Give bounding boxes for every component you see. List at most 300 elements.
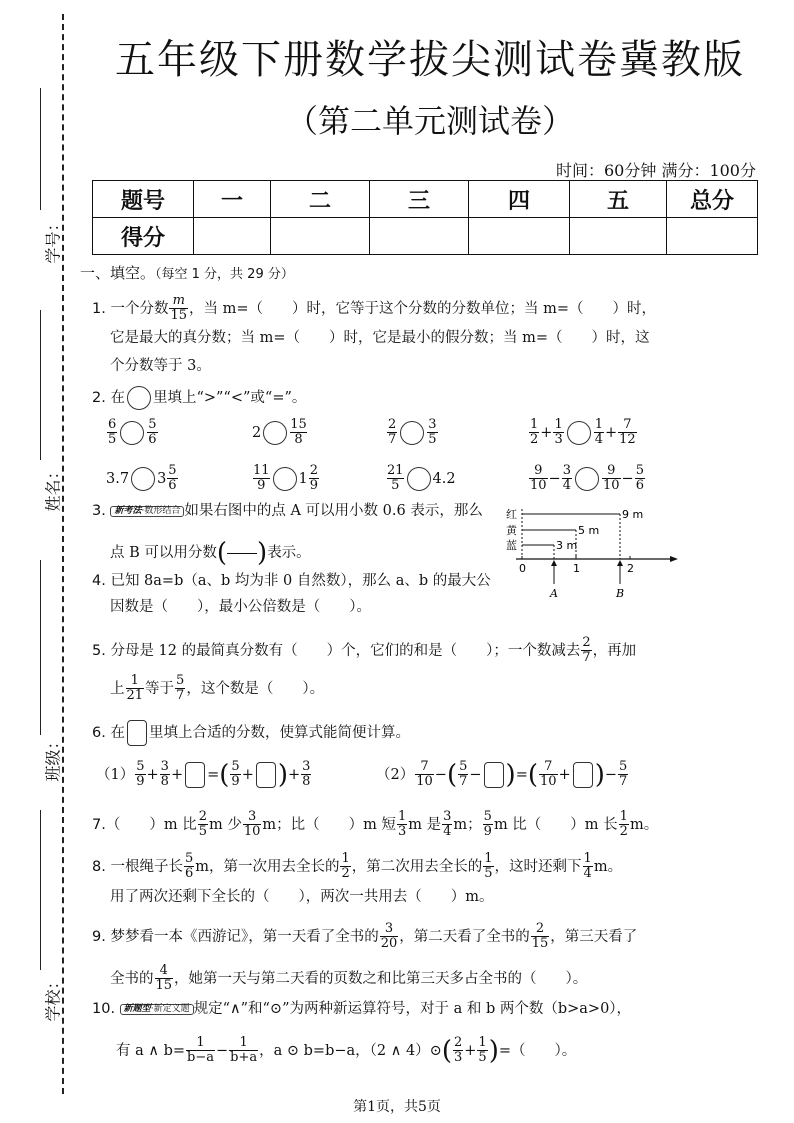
fraction [380, 922, 399, 952]
paren-close: ) [488, 1035, 499, 1066]
fraction [309, 464, 319, 494]
question-text: 等于 [145, 680, 175, 697]
question-5-line-2 [110, 674, 324, 704]
question-text: 有 a ∧ b= [116, 1042, 186, 1059]
question-number: 6. [92, 725, 106, 741]
numerator: 5 [619, 759, 628, 774]
fraction [458, 760, 468, 790]
question-text: 一个分数 [110, 300, 169, 317]
question-text: m 少 [208, 816, 242, 833]
paren-open: ( [219, 759, 230, 790]
question-number: 3. [92, 503, 106, 519]
denominator: 7 [619, 774, 628, 790]
fraction [175, 674, 185, 704]
question-text: 分母是 12 的最简真分数有（ ）个，它们的和是（ ）；一个数减去 [110, 642, 581, 659]
denominator: 6 [168, 478, 177, 494]
compare-item [386, 464, 456, 494]
fraction [198, 810, 208, 840]
fraction [619, 810, 629, 840]
numerator: 5 [459, 759, 468, 774]
denominator: 4 [594, 432, 603, 448]
school-line [40, 810, 41, 970]
denominator: 4 [583, 866, 592, 882]
fraction [397, 810, 407, 840]
question-text: 点 B 可以用分数 [110, 545, 217, 561]
fraction [442, 810, 452, 840]
numerator: 1 [530, 417, 539, 432]
numerator: 2 [582, 635, 591, 650]
fraction [340, 852, 350, 882]
numerator: 11 [253, 463, 270, 478]
denominator: 10 [530, 478, 547, 494]
compare-circle[interactable] [131, 467, 155, 491]
score-cell[interactable] [469, 218, 570, 255]
time-info: 时间：60分钟 满分：100分 [556, 161, 756, 180]
cut-line [62, 14, 64, 1094]
question-number: 4. [92, 573, 106, 589]
fraction [594, 418, 604, 448]
denominator: 8 [160, 774, 169, 790]
arrow-a-head [551, 560, 557, 566]
compare-circle[interactable] [400, 421, 424, 445]
compare-circle[interactable] [127, 386, 151, 410]
denominator: 3 [554, 432, 563, 448]
decimal-number: 3.7 [106, 470, 130, 487]
question-10-line-2 [116, 1036, 576, 1066]
numerator: 9 [607, 463, 616, 478]
score-header-cell: 二 [271, 181, 370, 218]
answer-paren-close: ) [257, 538, 268, 568]
compare-circle[interactable] [575, 467, 599, 491]
class-label: 班级： [43, 733, 63, 782]
question-7 [92, 810, 658, 840]
numerator: 1 [554, 417, 563, 432]
fraction [529, 464, 548, 494]
fraction [107, 418, 117, 448]
question-text: 全书的 [110, 970, 154, 987]
question-5-line-1 [92, 636, 636, 666]
question-number: 1. [92, 300, 106, 317]
question-8-line-2: 用了两次还剩下全长的（ ），两次一共用去（ ）m。 [110, 889, 494, 905]
numerator: 5 [184, 851, 194, 866]
question-number: 9. [92, 928, 106, 945]
numerator: 5 [148, 417, 157, 432]
denominator: 2 [341, 866, 350, 882]
fraction [583, 852, 593, 882]
denominator: 5 [108, 432, 117, 448]
numerator: 3 [443, 809, 452, 824]
answer-paren-open: ( [216, 538, 228, 568]
score-header-cell: 题号 [93, 181, 194, 218]
fraction [553, 418, 563, 448]
fraction [387, 464, 404, 494]
denominator: 5 [484, 866, 493, 882]
question-text: （ ）m 比 [105, 816, 197, 833]
score-header-cell: 一 [194, 181, 271, 218]
denominator: b+a [230, 1050, 258, 1066]
numerator: 1 [196, 1035, 205, 1050]
numerator: 1 [341, 851, 350, 866]
question-number: 10. [92, 1001, 116, 1017]
answer-box[interactable] [256, 762, 276, 788]
compare-item [106, 418, 159, 448]
question-text: m；比（ ）m 短 [262, 816, 396, 833]
question-3-line-2 [110, 540, 311, 566]
fraction [562, 464, 572, 494]
question-text: 规定“∧”和“⊙”为两种新运算符号，对于 a 和 b 两个数（b>a>0）， [193, 1001, 632, 1017]
denominator: 10 [243, 824, 261, 840]
numerator: 5 [168, 463, 177, 478]
question-text: ，当 m=（ ）时，它等于这个分数的分数单位；当 m=（ ）时， [189, 300, 657, 317]
fraction [155, 964, 174, 994]
fraction [147, 418, 157, 448]
student-id-label: 学号： [43, 215, 63, 264]
numerator: 1 [398, 809, 407, 824]
tag-main: 新考法 [114, 505, 142, 516]
score-header-cell: 四 [469, 181, 570, 218]
question-4-line-2: 因数是（ ），最小公倍数是（ ）。 [110, 599, 371, 615]
fraction [186, 1036, 215, 1066]
numerator: 7 [623, 417, 632, 432]
school-label: 学校： [43, 973, 63, 1022]
denominator: 20 [380, 936, 398, 952]
compare-item [386, 418, 439, 448]
question-text: m； [453, 816, 482, 833]
fraction [483, 852, 493, 882]
fraction [581, 636, 591, 666]
question-9-line-2 [110, 964, 587, 994]
operator: + [464, 1042, 477, 1059]
score-row-label: 得分 [93, 218, 194, 255]
fraction [253, 464, 270, 494]
denominator: 3 [453, 1050, 463, 1066]
paren-close: ) [505, 759, 516, 790]
fraction [427, 418, 437, 448]
question-8-line-1 [92, 852, 622, 882]
section-heading [80, 262, 294, 283]
question-text: 在 [110, 725, 125, 741]
compare-item: $\frac{9}{10}$ − $\frac{3}{4}$ $\frac{9}{10}$ − $\frac{5}{6}$ [530, 463, 644, 494]
answer-box[interactable] [484, 762, 504, 788]
answer-box[interactable] [127, 720, 147, 746]
fraction [531, 922, 550, 952]
fraction [243, 810, 262, 840]
question-6-part-2: （2） $\frac{7}{10}$ −( $\frac{5}{7}$ − )=( $\frac{7}{10}$ + )− $\frac{5}{7}$ [376, 759, 628, 790]
whole-number: 1 [298, 470, 308, 487]
score-table-score-row [93, 218, 758, 255]
question-text: 里填上“>”“<”或“=”。 [152, 390, 307, 406]
fraction [387, 418, 397, 448]
score-cell[interactable] [271, 218, 370, 255]
numerator: 3 [562, 463, 571, 478]
denominator: 6 [635, 478, 644, 494]
tick-label-1: 1 [573, 562, 580, 575]
tag-main: 新题型 [123, 1003, 151, 1014]
question-text: 如果右图中的点 A 可以用小数 0.6 表示，那么 [184, 503, 483, 519]
denominator: 21 [126, 688, 144, 704]
fraction [167, 464, 177, 494]
score-header-cell: 五 [570, 181, 667, 218]
denominator: 5 [478, 1050, 487, 1066]
fraction-blank[interactable] [227, 553, 257, 554]
question-6-part-1: （1） $\frac{5}{9}$ + $\frac{3}{8}$ + =( $\frac{5}{9}$ + )+ $\frac{3}{8}$ [96, 759, 311, 790]
question-text: =（ ）。 [498, 1042, 577, 1059]
denominator: 15 [531, 936, 549, 952]
paren-open: ( [527, 759, 538, 790]
question-3-line-1 [92, 504, 483, 519]
denominator: 5 [198, 824, 207, 840]
numerator: 1 [594, 417, 603, 432]
denominator: 6 [148, 432, 157, 448]
denominator: 5 [428, 432, 437, 448]
score-cell[interactable] [667, 218, 758, 255]
fraction [169, 294, 188, 324]
numerator: 3 [302, 759, 311, 774]
numerator: 7 [544, 759, 553, 774]
fraction [477, 1036, 487, 1066]
numerator: 6 [108, 417, 117, 432]
compare-item [106, 464, 179, 494]
axis-arrow [670, 556, 678, 562]
denominator: 9 [309, 478, 319, 494]
numerator: 2 [535, 921, 545, 936]
numerator: 7 [420, 759, 429, 774]
question-6-prompt [92, 720, 410, 746]
question-1-line-1 [92, 294, 656, 324]
tick-label-2: 2 [627, 562, 634, 575]
denominator: 7 [582, 650, 591, 666]
numerator: 15 [290, 417, 307, 432]
answer-box[interactable] [185, 762, 205, 788]
question-10-line-1 [92, 1002, 631, 1017]
exam-title: 五年级下册数学拔尖测试卷冀教版 [115, 37, 745, 83]
question-1-line-2: 它是最大的真分数；当 m=（ ）时，它是最小的假分数；当 m=（ ）时，这 [110, 330, 650, 346]
numerator: 5 [176, 673, 185, 688]
denominator: 9 [483, 824, 492, 840]
fraction [529, 418, 539, 448]
fraction [483, 810, 493, 840]
question-1-line-3: 个分数等于 3。 [110, 358, 211, 374]
numerator: 5 [136, 759, 145, 774]
numerator: 21 [387, 463, 404, 478]
compare-circle[interactable] [120, 421, 144, 445]
denominator: 8 [290, 432, 307, 447]
question-number: 5. [92, 642, 106, 659]
question-text: ，这个数是（ ）。 [186, 680, 325, 697]
fraction [539, 760, 558, 790]
denominator: 2 [530, 432, 539, 448]
numerator: 9 [534, 463, 543, 478]
question-text: ，第二次用去全长的 [351, 858, 483, 875]
denominator: 7 [388, 432, 397, 448]
question-tag: 新考法·数形结合 [110, 506, 184, 517]
denominator: 9 [231, 774, 240, 790]
number-line-diagram [502, 504, 682, 600]
decimal-number: 4.2 [432, 470, 456, 487]
numerator: 4 [159, 963, 168, 978]
label-lan: 蓝 [506, 539, 517, 552]
fraction [415, 760, 434, 790]
denominator: 10 [602, 478, 620, 494]
compare-circle[interactable] [407, 467, 431, 491]
question-text: 上 [110, 680, 125, 697]
part-label: （2） [376, 766, 415, 783]
question-text: m 比（ ）m 长 [493, 816, 618, 833]
section-note: （每空 1 分，共 29 分） [155, 267, 294, 282]
question-number: 8. [92, 858, 106, 875]
question-text: m，第一次用去全长的 [195, 858, 340, 875]
numerator: 2 [198, 809, 207, 824]
question-text: m 是 [408, 816, 442, 833]
numerator: 5 [635, 463, 644, 478]
compare-circle[interactable] [273, 467, 297, 491]
denominator: 15 [155, 978, 173, 994]
denominator: 10 [540, 774, 557, 790]
question-number: 7. [92, 816, 106, 833]
student-id-line [40, 88, 41, 210]
score-table [92, 180, 758, 255]
label-hong: 红 [506, 508, 517, 521]
page-footer: 第1页，共5页 [353, 1099, 441, 1115]
numerator: 3 [160, 759, 169, 774]
fraction [618, 760, 628, 790]
numerator: 3 [384, 921, 394, 936]
question-text: ，再加 [592, 642, 637, 659]
score-cell[interactable] [194, 218, 271, 255]
numerator: 2 [388, 417, 397, 432]
denominator: 3 [398, 824, 407, 840]
numerator: 1 [478, 1035, 487, 1050]
question-4-line-1 [92, 574, 491, 589]
numerator: 1 [484, 851, 493, 866]
numerator: 1 [619, 809, 628, 824]
score-cell[interactable] [370, 218, 469, 255]
numerator: 3 [247, 809, 257, 824]
paren-close: ) [277, 759, 289, 790]
question-text: ，第三天看了 [550, 928, 638, 945]
section-title: 一、填空。 [80, 264, 156, 282]
question-text: 梦梦看一本《西游记》，第一天看了全书的 [110, 928, 379, 945]
question-text: 在 [110, 390, 125, 406]
question-text: ，她第一天与第二天看的页数之和比第三天多占全书的（ ）。 [174, 970, 588, 987]
denominator: 12 [619, 432, 636, 448]
numerator: 1 [239, 1035, 248, 1050]
numerator: 5 [483, 809, 492, 824]
label-huang: 黄 [506, 524, 517, 537]
denominator: 10 [416, 774, 433, 790]
question-tag: 新题型·新定义题 [120, 1004, 194, 1015]
fraction [230, 760, 240, 790]
tag-sub: 新定义题 [153, 1003, 190, 1014]
question-number: 2. [92, 390, 106, 406]
compare-circle[interactable] [567, 421, 591, 445]
numerator: 5 [231, 759, 240, 774]
compare-item [252, 464, 320, 494]
paren-close: ) [594, 759, 605, 790]
numerator: 3 [428, 417, 437, 432]
label-3m: 3 m [556, 539, 578, 552]
question-text: 一根绳子长 [110, 858, 183, 875]
fraction [301, 760, 311, 790]
tag-sub: 数形结合 [144, 505, 181, 516]
denominator: 2 [619, 824, 628, 840]
arrow-b-head [617, 560, 623, 566]
score-cell[interactable] [570, 218, 667, 255]
question-text: m。 [593, 858, 623, 875]
score-header-cell: 总分 [667, 181, 758, 218]
score-header-cell: 三 [370, 181, 469, 218]
numerator: 2 [453, 1035, 463, 1050]
tick-label-0: 0 [519, 562, 526, 575]
denominator: 9 [136, 774, 145, 790]
label-5m: 5 m [578, 524, 600, 537]
question-text: m。 [629, 816, 659, 833]
operator: − [216, 1042, 229, 1059]
fraction [135, 760, 145, 790]
numerator: m [172, 293, 185, 308]
question-text: 里填上合适的分数，使算式能简便计算。 [148, 725, 410, 741]
point-a-label: A [550, 587, 558, 600]
compare-item: $\frac{1}{2}$ + $\frac{1}{3}$ $\frac{1}{4}$ + $\frac{7}{12}$ [530, 417, 636, 448]
fraction [635, 464, 645, 494]
binding-margin [0, 0, 80, 1123]
question-2-prompt [92, 386, 306, 410]
fraction [160, 760, 170, 790]
label-9m: 9 m [622, 508, 644, 521]
question-9-line-1 [92, 922, 637, 952]
denominator: 4 [443, 824, 452, 840]
answer-box[interactable] [573, 762, 593, 788]
paren-open: ( [446, 759, 458, 790]
denominator: 7 [459, 774, 468, 790]
question-text: ，a ⊙ b=b−a，（2 ∧ 4）⊙ [259, 1042, 442, 1059]
numerator: 1 [583, 851, 592, 866]
numerator: 2 [309, 463, 319, 478]
fraction [229, 1036, 258, 1066]
paren-open: ( [441, 1035, 452, 1066]
fraction [184, 852, 194, 882]
part-label: （1） [96, 766, 135, 783]
numerator: 1 [130, 673, 139, 688]
fraction [602, 464, 621, 494]
compare-item [252, 418, 308, 448]
question-text: ，第二天看了全书的 [399, 928, 530, 945]
denominator: 5 [387, 478, 404, 493]
question-text: 表示。 [267, 545, 311, 561]
question-text: 已知 8a=b（a、b 均为非 0 自然数），那么 a、b 的最大公 [110, 573, 491, 589]
class-line [40, 560, 41, 735]
name-line [40, 310, 41, 460]
fraction [126, 674, 145, 704]
denominator: 6 [184, 866, 194, 882]
question-text: ，这时还剩下 [494, 858, 582, 875]
point-b-label: B [616, 587, 625, 600]
denominator: 4 [562, 478, 571, 494]
fraction [618, 418, 637, 448]
whole-number: 3 [157, 470, 167, 487]
fraction [453, 1036, 463, 1066]
denominator: 15 [170, 308, 187, 324]
denominator: 8 [302, 774, 311, 790]
fraction [290, 418, 307, 448]
denominator: b−a [187, 1050, 214, 1066]
denominator: 7 [176, 688, 185, 704]
whole-number: 2 [252, 424, 262, 441]
denominator: 9 [253, 478, 270, 493]
score-table-header-row [93, 181, 758, 218]
exam-subtitle: （第二单元测试卷） [285, 102, 574, 140]
compare-circle[interactable] [263, 421, 287, 445]
